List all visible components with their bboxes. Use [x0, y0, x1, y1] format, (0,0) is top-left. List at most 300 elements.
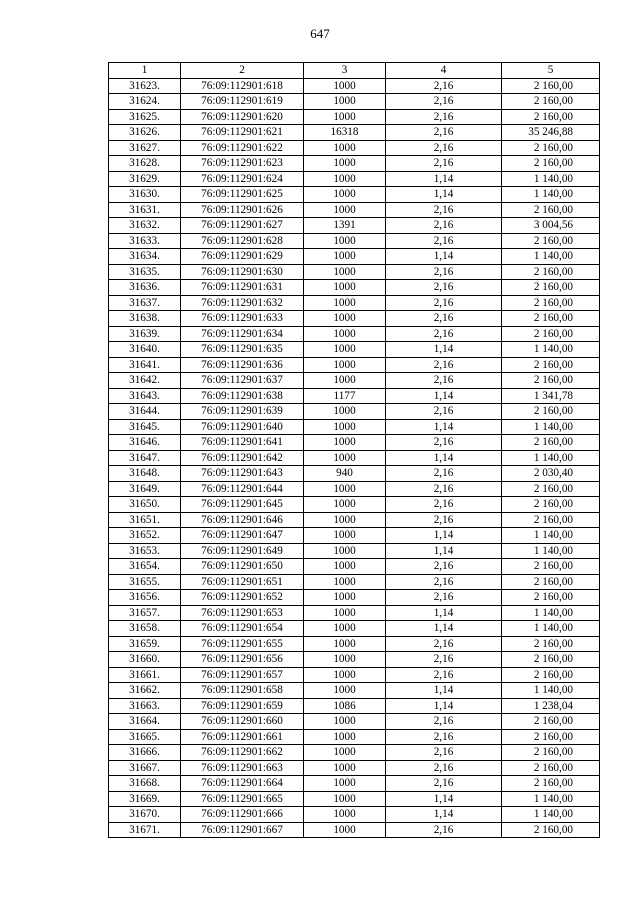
rate-cell: 1,14 — [386, 807, 502, 823]
amount-cell: 2 160,00 — [502, 233, 600, 249]
row-number-cell: 31626. — [109, 125, 181, 141]
cadastral-number-cell: 76:09:112901:624 — [181, 171, 304, 187]
table-row — [109, 435, 600, 451]
rate-cell: 2,16 — [386, 636, 502, 652]
area-cell: 1391 — [304, 218, 386, 234]
amount-cell: 2 160,00 — [502, 435, 600, 451]
row-number-cell: 31661. — [109, 667, 181, 683]
row-number-cell: 31628. — [109, 156, 181, 172]
table-row — [109, 807, 600, 823]
rate-cell: 1,14 — [386, 543, 502, 559]
rate-cell: 2,16 — [386, 497, 502, 513]
area-cell: 1000 — [304, 714, 386, 730]
amount-cell: 2 160,00 — [502, 109, 600, 125]
rate-cell: 2,16 — [386, 760, 502, 776]
rate-cell: 2,16 — [386, 156, 502, 172]
cadastral-number-cell: 76:09:112901:638 — [181, 388, 304, 404]
table-row — [109, 280, 600, 296]
table-row — [109, 574, 600, 590]
rate-cell: 2,16 — [386, 745, 502, 761]
rate-cell: 1,14 — [386, 171, 502, 187]
table-row — [109, 760, 600, 776]
row-number-cell: 31665. — [109, 729, 181, 745]
area-cell: 1000 — [304, 807, 386, 823]
row-number-cell: 31660. — [109, 652, 181, 668]
rate-cell: 1,14 — [386, 605, 502, 621]
table-row — [109, 264, 600, 280]
amount-cell: 2 160,00 — [502, 822, 600, 838]
table-row — [109, 171, 600, 187]
row-number-cell: 31632. — [109, 218, 181, 234]
table-row — [109, 94, 600, 110]
amount-cell: 1 140,00 — [502, 528, 600, 544]
amount-cell: 2 160,00 — [502, 311, 600, 327]
rate-cell: 2,16 — [386, 822, 502, 838]
cadastral-number-cell: 76:09:112901:636 — [181, 357, 304, 373]
rate-cell: 1,14 — [386, 528, 502, 544]
amount-cell: 1 140,00 — [502, 249, 600, 265]
column-header: 5 — [502, 63, 600, 79]
amount-cell: 2 160,00 — [502, 357, 600, 373]
cadastral-number-cell: 76:09:112901:650 — [181, 559, 304, 575]
area-cell: 1000 — [304, 171, 386, 187]
table-row — [109, 450, 600, 466]
area-cell: 1000 — [304, 760, 386, 776]
cadastral-number-cell: 76:09:112901:651 — [181, 574, 304, 590]
table-row — [109, 729, 600, 745]
area-cell: 1000 — [304, 233, 386, 249]
rate-cell: 1,14 — [386, 683, 502, 699]
rate-cell: 1,14 — [386, 621, 502, 637]
cadastral-number-cell: 76:09:112901:664 — [181, 776, 304, 792]
table-row — [109, 357, 600, 373]
amount-cell: 2 160,00 — [502, 590, 600, 606]
cadastral-number-cell: 76:09:112901:657 — [181, 667, 304, 683]
amount-cell: 2 160,00 — [502, 94, 600, 110]
row-number-cell: 31666. — [109, 745, 181, 761]
area-cell: 1000 — [304, 404, 386, 420]
cadastral-number-cell: 76:09:112901:656 — [181, 652, 304, 668]
cadastral-number-cell: 76:09:112901:639 — [181, 404, 304, 420]
rate-cell: 2,16 — [386, 295, 502, 311]
row-number-cell: 31638. — [109, 311, 181, 327]
rate-cell: 2,16 — [386, 109, 502, 125]
cadastral-number-cell: 76:09:112901:658 — [181, 683, 304, 699]
rate-cell: 2,16 — [386, 590, 502, 606]
row-number-cell: 31671. — [109, 822, 181, 838]
cadastral-number-cell: 76:09:112901:630 — [181, 264, 304, 280]
table-row — [109, 140, 600, 156]
column-header: 2 — [181, 63, 304, 79]
table-row — [109, 373, 600, 389]
amount-cell: 2 160,00 — [502, 140, 600, 156]
amount-cell: 2 160,00 — [502, 636, 600, 652]
cadastral-number-cell: 76:09:112901:627 — [181, 218, 304, 234]
amount-cell: 2 160,00 — [502, 78, 600, 94]
amount-cell: 2 160,00 — [502, 574, 600, 590]
row-number-cell: 31652. — [109, 528, 181, 544]
area-cell: 1000 — [304, 729, 386, 745]
area-cell: 1000 — [304, 311, 386, 327]
cadastral-number-cell: 76:09:112901:620 — [181, 109, 304, 125]
rate-cell: 1,14 — [386, 698, 502, 714]
amount-cell: 2 160,00 — [502, 481, 600, 497]
cadastral-number-cell: 76:09:112901:647 — [181, 528, 304, 544]
table-body — [109, 78, 600, 838]
table-row — [109, 78, 600, 94]
amount-cell: 2 160,00 — [502, 264, 600, 280]
area-cell: 1000 — [304, 156, 386, 172]
cadastral-number-cell: 76:09:112901:649 — [181, 543, 304, 559]
amount-cell: 2 160,00 — [502, 729, 600, 745]
area-cell: 1000 — [304, 78, 386, 94]
area-cell: 1000 — [304, 295, 386, 311]
rate-cell: 1,14 — [386, 450, 502, 466]
amount-cell: 2 160,00 — [502, 295, 600, 311]
area-cell: 1000 — [304, 667, 386, 683]
cadastral-number-cell: 76:09:112901:619 — [181, 94, 304, 110]
cadastral-number-cell: 76:09:112901:653 — [181, 605, 304, 621]
table-row — [109, 311, 600, 327]
rate-cell: 2,16 — [386, 78, 502, 94]
cadastral-number-cell: 76:09:112901:635 — [181, 342, 304, 358]
cadastral-number-cell: 76:09:112901:633 — [181, 311, 304, 327]
row-number-cell: 31654. — [109, 559, 181, 575]
row-number-cell: 31651. — [109, 512, 181, 528]
table-row — [109, 745, 600, 761]
amount-cell: 2 160,00 — [502, 326, 600, 342]
area-cell: 1000 — [304, 636, 386, 652]
row-number-cell: 31656. — [109, 590, 181, 606]
cadastral-number-cell: 76:09:112901:631 — [181, 280, 304, 296]
area-cell: 1000 — [304, 450, 386, 466]
amount-cell: 1 140,00 — [502, 807, 600, 823]
amount-cell: 1 140,00 — [502, 342, 600, 358]
row-number-cell: 31659. — [109, 636, 181, 652]
rate-cell: 2,16 — [386, 667, 502, 683]
row-number-cell: 31649. — [109, 481, 181, 497]
row-number-cell: 31644. — [109, 404, 181, 420]
table-row — [109, 590, 600, 606]
amount-cell: 2 160,00 — [502, 512, 600, 528]
row-number-cell: 31648. — [109, 466, 181, 482]
row-number-cell: 31669. — [109, 791, 181, 807]
rate-cell: 2,16 — [386, 574, 502, 590]
area-cell: 1000 — [304, 280, 386, 296]
cadastral-number-cell: 76:09:112901:643 — [181, 466, 304, 482]
rate-cell: 2,16 — [386, 512, 502, 528]
row-number-cell: 31643. — [109, 388, 181, 404]
table-row — [109, 621, 600, 637]
area-cell: 1177 — [304, 388, 386, 404]
area-cell: 16318 — [304, 125, 386, 141]
amount-cell: 3 004,56 — [502, 218, 600, 234]
area-cell: 1000 — [304, 652, 386, 668]
area-cell: 1000 — [304, 543, 386, 559]
area-cell: 1000 — [304, 140, 386, 156]
row-number-cell: 31629. — [109, 171, 181, 187]
rate-cell: 1,14 — [386, 791, 502, 807]
rate-cell: 2,16 — [386, 264, 502, 280]
amount-cell: 1 238,04 — [502, 698, 600, 714]
row-number-cell: 31623. — [109, 78, 181, 94]
table-row — [109, 652, 600, 668]
table-row — [109, 156, 600, 172]
cadastral-number-cell: 76:09:112901:655 — [181, 636, 304, 652]
cadastral-table — [108, 62, 600, 838]
column-header: 4 — [386, 63, 502, 79]
cadastral-number-cell: 76:09:112901:623 — [181, 156, 304, 172]
rate-cell: 2,16 — [386, 559, 502, 575]
table-row — [109, 512, 600, 528]
amount-cell: 2 160,00 — [502, 745, 600, 761]
cadastral-number-cell: 76:09:112901:646 — [181, 512, 304, 528]
table-row — [109, 776, 600, 792]
amount-cell: 2 160,00 — [502, 156, 600, 172]
table-row — [109, 791, 600, 807]
page-number: 647 — [310, 26, 330, 41]
amount-cell: 1 140,00 — [502, 450, 600, 466]
row-number-cell: 31640. — [109, 342, 181, 358]
area-cell: 1000 — [304, 745, 386, 761]
table-row — [109, 822, 600, 838]
amount-cell: 1 140,00 — [502, 419, 600, 435]
rate-cell: 2,16 — [386, 729, 502, 745]
cadastral-number-cell: 76:09:112901:645 — [181, 497, 304, 513]
table-row — [109, 202, 600, 218]
rate-cell: 2,16 — [386, 94, 502, 110]
rate-cell: 2,16 — [386, 776, 502, 792]
area-cell: 1000 — [304, 497, 386, 513]
cadastral-number-cell: 76:09:112901:652 — [181, 590, 304, 606]
table-row — [109, 388, 600, 404]
cadastral-number-cell: 76:09:112901:621 — [181, 125, 304, 141]
rate-cell: 2,16 — [386, 357, 502, 373]
area-cell: 1000 — [304, 528, 386, 544]
table-row — [109, 667, 600, 683]
table-row — [109, 497, 600, 513]
cadastral-number-cell: 76:09:112901:667 — [181, 822, 304, 838]
row-number-cell: 31664. — [109, 714, 181, 730]
area-cell: 940 — [304, 466, 386, 482]
rate-cell: 1,14 — [386, 388, 502, 404]
area-cell: 1000 — [304, 590, 386, 606]
cadastral-number-cell: 76:09:112901:665 — [181, 791, 304, 807]
rate-cell: 2,16 — [386, 714, 502, 730]
amount-cell: 2 160,00 — [502, 667, 600, 683]
row-number-cell: 31667. — [109, 760, 181, 776]
row-number-cell: 31631. — [109, 202, 181, 218]
area-cell: 1000 — [304, 109, 386, 125]
table-row — [109, 559, 600, 575]
rate-cell: 2,16 — [386, 311, 502, 327]
table-row — [109, 528, 600, 544]
rate-cell: 2,16 — [386, 202, 502, 218]
amount-cell: 2 160,00 — [502, 714, 600, 730]
table-row — [109, 233, 600, 249]
table-row — [109, 295, 600, 311]
amount-cell: 2 160,00 — [502, 280, 600, 296]
table-row — [109, 714, 600, 730]
cadastral-number-cell: 76:09:112901:661 — [181, 729, 304, 745]
rate-cell: 2,16 — [386, 466, 502, 482]
cadastral-number-cell: 76:09:112901:642 — [181, 450, 304, 466]
area-cell: 1000 — [304, 373, 386, 389]
amount-cell: 1 140,00 — [502, 683, 600, 699]
area-cell: 1000 — [304, 326, 386, 342]
amount-cell: 1 140,00 — [502, 187, 600, 203]
area-cell: 1000 — [304, 202, 386, 218]
amount-cell: 2 160,00 — [502, 776, 600, 792]
cadastral-number-cell: 76:09:112901:634 — [181, 326, 304, 342]
area-cell: 1000 — [304, 435, 386, 451]
amount-cell: 1 140,00 — [502, 543, 600, 559]
table-header-row — [109, 63, 600, 79]
rate-cell: 1,14 — [386, 187, 502, 203]
table-row — [109, 698, 600, 714]
row-number-cell: 31633. — [109, 233, 181, 249]
area-cell: 1000 — [304, 512, 386, 528]
row-number-cell: 31627. — [109, 140, 181, 156]
row-number-cell: 31653. — [109, 543, 181, 559]
row-number-cell: 31642. — [109, 373, 181, 389]
row-number-cell: 31634. — [109, 249, 181, 265]
area-cell: 1000 — [304, 264, 386, 280]
amount-cell: 2 030,40 — [502, 466, 600, 482]
cadastral-number-cell: 76:09:112901:622 — [181, 140, 304, 156]
table-row — [109, 187, 600, 203]
table-row — [109, 683, 600, 699]
row-number-cell: 31650. — [109, 497, 181, 513]
table-row — [109, 543, 600, 559]
amount-cell: 2 160,00 — [502, 497, 600, 513]
rate-cell: 2,16 — [386, 233, 502, 249]
area-cell: 1000 — [304, 683, 386, 699]
row-number-cell: 31670. — [109, 807, 181, 823]
cadastral-number-cell: 76:09:112901:632 — [181, 295, 304, 311]
rate-cell: 2,16 — [386, 218, 502, 234]
rate-cell: 2,16 — [386, 125, 502, 141]
row-number-cell: 31645. — [109, 419, 181, 435]
row-number-cell: 31646. — [109, 435, 181, 451]
cadastral-number-cell: 76:09:112901:618 — [181, 78, 304, 94]
row-number-cell: 31635. — [109, 264, 181, 280]
rate-cell: 2,16 — [386, 404, 502, 420]
row-number-cell: 31647. — [109, 450, 181, 466]
amount-cell: 1 140,00 — [502, 171, 600, 187]
rate-cell: 2,16 — [386, 652, 502, 668]
table-row — [109, 466, 600, 482]
amount-cell: 2 160,00 — [502, 652, 600, 668]
area-cell: 1000 — [304, 342, 386, 358]
table-row — [109, 249, 600, 265]
amount-cell: 1 341,78 — [502, 388, 600, 404]
row-number-cell: 31663. — [109, 698, 181, 714]
row-number-cell: 31624. — [109, 94, 181, 110]
area-cell: 1000 — [304, 481, 386, 497]
amount-cell: 1 140,00 — [502, 621, 600, 637]
cadastral-number-cell: 76:09:112901:637 — [181, 373, 304, 389]
amount-cell: 2 160,00 — [502, 404, 600, 420]
table-row — [109, 481, 600, 497]
rate-cell: 1,14 — [386, 249, 502, 265]
table-row — [109, 125, 600, 141]
area-cell: 1000 — [304, 822, 386, 838]
area-cell: 1000 — [304, 419, 386, 435]
table-row — [109, 605, 600, 621]
cadastral-number-cell: 76:09:112901:626 — [181, 202, 304, 218]
table-row — [109, 342, 600, 358]
area-cell: 1000 — [304, 249, 386, 265]
area-cell: 1000 — [304, 776, 386, 792]
table-row — [109, 326, 600, 342]
row-number-cell: 31625. — [109, 109, 181, 125]
cadastral-number-cell: 76:09:112901:654 — [181, 621, 304, 637]
rate-cell: 2,16 — [386, 326, 502, 342]
amount-cell: 1 140,00 — [502, 605, 600, 621]
amount-cell: 1 140,00 — [502, 791, 600, 807]
rate-cell: 2,16 — [386, 140, 502, 156]
cadastral-number-cell: 76:09:112901:629 — [181, 249, 304, 265]
rate-cell: 2,16 — [386, 435, 502, 451]
rate-cell: 1,14 — [386, 419, 502, 435]
table-row — [109, 636, 600, 652]
area-cell: 1086 — [304, 698, 386, 714]
amount-cell: 2 160,00 — [502, 760, 600, 776]
rate-cell: 1,14 — [386, 342, 502, 358]
row-number-cell: 31636. — [109, 280, 181, 296]
amount-cell: 2 160,00 — [502, 202, 600, 218]
area-cell: 1000 — [304, 605, 386, 621]
area-cell: 1000 — [304, 187, 386, 203]
area-cell: 1000 — [304, 94, 386, 110]
table-row — [109, 109, 600, 125]
area-cell: 1000 — [304, 574, 386, 590]
row-number-cell: 31639. — [109, 326, 181, 342]
cadastral-number-cell: 76:09:112901:663 — [181, 760, 304, 776]
area-cell: 1000 — [304, 357, 386, 373]
area-cell: 1000 — [304, 621, 386, 637]
amount-cell: 35 246,88 — [502, 125, 600, 141]
rate-cell: 2,16 — [386, 280, 502, 296]
cadastral-number-cell: 76:09:112901:666 — [181, 807, 304, 823]
row-number-cell: 31668. — [109, 776, 181, 792]
column-header: 1 — [109, 63, 181, 79]
cadastral-number-cell: 76:09:112901:660 — [181, 714, 304, 730]
row-number-cell: 31637. — [109, 295, 181, 311]
table-row — [109, 419, 600, 435]
area-cell: 1000 — [304, 559, 386, 575]
rate-cell: 2,16 — [386, 373, 502, 389]
amount-cell: 2 160,00 — [502, 373, 600, 389]
row-number-cell: 31630. — [109, 187, 181, 203]
rate-cell: 2,16 — [386, 481, 502, 497]
row-number-cell: 31657. — [109, 605, 181, 621]
row-number-cell: 31655. — [109, 574, 181, 590]
table-row — [109, 218, 600, 234]
column-header: 3 — [304, 63, 386, 79]
cadastral-number-cell: 76:09:112901:641 — [181, 435, 304, 451]
amount-cell: 2 160,00 — [502, 559, 600, 575]
row-number-cell: 31658. — [109, 621, 181, 637]
cadastral-number-cell: 76:09:112901:628 — [181, 233, 304, 249]
cadastral-number-cell: 76:09:112901:640 — [181, 419, 304, 435]
cadastral-number-cell: 76:09:112901:625 — [181, 187, 304, 203]
row-number-cell: 31641. — [109, 357, 181, 373]
cadastral-number-cell: 76:09:112901:644 — [181, 481, 304, 497]
row-number-cell: 31662. — [109, 683, 181, 699]
table-row — [109, 404, 600, 420]
